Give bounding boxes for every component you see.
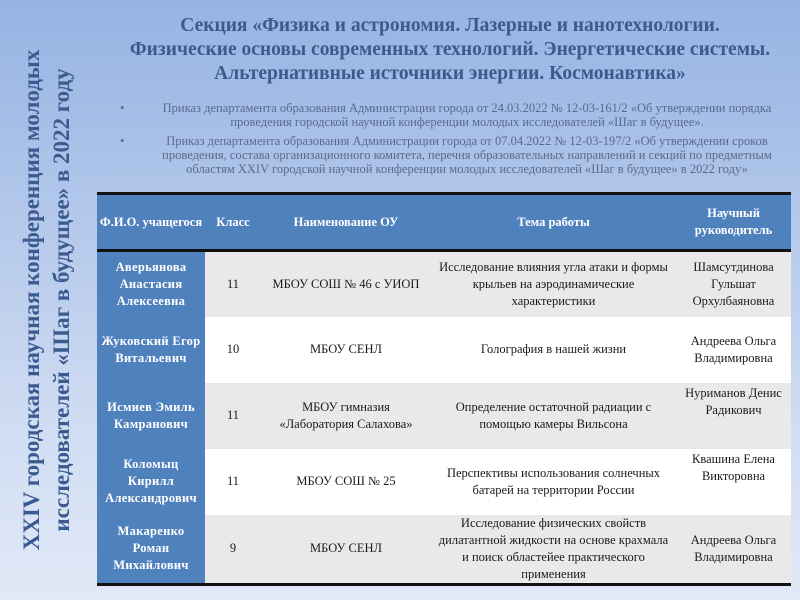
cell-org: МБОУ СОШ № 25	[261, 449, 431, 515]
orders-list	[118, 101, 788, 181]
cell-supervisor: Шамсутдинова Гульшат Орхулбаяновна	[676, 251, 791, 317]
cell-org: МБОУ гимназия «Лаборатория Салахова»	[261, 383, 431, 449]
cell-name: Макаренко Роман Михайлович	[97, 515, 205, 585]
table-row	[97, 251, 791, 317]
side-title-line-1: XXIV городская научная конференция молодых	[19, 49, 44, 551]
order-text: Приказ департамента образования Администрации города от 07.04.2022 № 12-03-197/2 «Об утверждении сроков проведения, состава организационного комитета, перечня образовательных направлений и секций по предметным областям XXIV городской научной конференции молодых исследователей «Шаг в будущее» в 2022 году»	[162, 134, 772, 176]
cell-topic: Исследование влияния угла атаки и формы крыльев на аэродинамические характеристики	[431, 251, 676, 317]
cell-supervisor: Нуриманов Денис Радикович	[676, 383, 791, 449]
table-row	[97, 449, 791, 515]
section-title-line-1: Секция «Физика и астрономия. Лазерные и нанотехнологии.	[180, 15, 720, 36]
cell-name: Жуковский Егор Витальевич	[97, 317, 205, 383]
section-title-line-3: Альтернативные источники энергии. Космонавтика»	[214, 63, 686, 84]
header-supervisor: Научный руководитель	[676, 194, 791, 251]
side-title-line-2: исследователей «Шаг в будущее» в 2022 году	[49, 68, 74, 532]
cell-supervisor: Квашина Елена Викторовна	[676, 449, 791, 515]
order-item	[118, 101, 788, 129]
side-title	[0, 0, 95, 600]
section-title-line-2: Физические основы современных технологий. Энергетические системы.	[129, 39, 771, 60]
header-name: Ф.И.О. учащегося	[97, 194, 205, 251]
table-header-row	[97, 194, 791, 251]
header-topic: Тема работы	[431, 194, 676, 251]
cell-name: Коломыц Кирилл Александрович	[97, 449, 205, 515]
bullet-icon: •	[120, 134, 125, 148]
table-row	[97, 383, 791, 449]
cell-class: 11	[205, 251, 261, 317]
table-row	[97, 515, 791, 585]
cell-supervisor: Андреева Ольга Владимировна	[676, 515, 791, 585]
header-org: Наименование ОУ	[261, 194, 431, 251]
cell-org: МБОУ СЕНЛ	[261, 317, 431, 383]
cell-name: Исмиев Эмиль Камранович	[97, 383, 205, 449]
cell-class: 11	[205, 449, 261, 515]
bullet-icon: •	[120, 101, 125, 115]
cell-org: МБОУ СЕНЛ	[261, 515, 431, 585]
cell-supervisor: Андреева Ольга Владимировна	[676, 317, 791, 383]
cell-topic: Перспективы использования солнечных батарей на территории России	[431, 449, 676, 515]
cell-topic: Голография в нашей жизни	[431, 317, 676, 383]
cell-class: 10	[205, 317, 261, 383]
participants-table	[97, 192, 791, 586]
cell-class: 11	[205, 383, 261, 449]
cell-name: Аверьянова Анастасия Алексеевна	[97, 251, 205, 317]
cell-class: 9	[205, 515, 261, 585]
order-item	[118, 134, 788, 176]
cell-topic: Определение остаточной радиации с помощью камеры Вильсона	[431, 383, 676, 449]
section-title	[100, 14, 800, 86]
order-text: Приказ департамента образования Администрации города от 24.03.2022 № 12-03-161/2 «Об утверждении порядка проведения городской научной конференции молодых исследователей «Шаг в будущее».	[162, 101, 772, 129]
cell-org: МБОУ СОШ № 46 с УИОП	[261, 251, 431, 317]
header-class: Класс	[205, 194, 261, 251]
cell-topic: Исследование физических свойств дилатантной жидкости на основе крахмала и поиск областейее практического применения	[431, 515, 676, 585]
table-row	[97, 317, 791, 383]
